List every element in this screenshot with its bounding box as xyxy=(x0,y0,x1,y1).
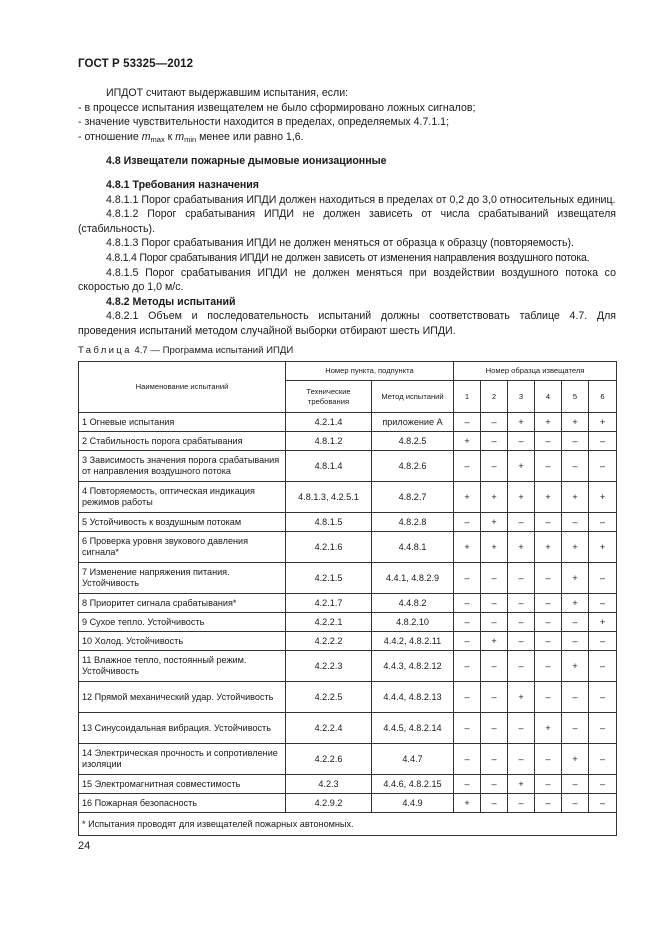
sample-mark-cell: – xyxy=(481,794,508,813)
intro-bullet-1: - в процессе испытания извещателем не было сформировано ложных сигналов; xyxy=(78,101,476,114)
sample-mark-cell: – xyxy=(562,432,589,451)
sample-number: 2 xyxy=(481,381,508,413)
sample-mark-cell: + xyxy=(589,482,617,513)
sample-mark-cell: – xyxy=(535,682,562,713)
sample-mark-cell: – xyxy=(508,513,535,532)
col-header-samples: Номер образца извещателя xyxy=(454,362,617,381)
sample-mark-cell: – xyxy=(535,632,562,651)
sample-mark-cell: + xyxy=(535,713,562,744)
sample-mark-cell: + xyxy=(454,532,481,563)
sample-mark-cell: – xyxy=(562,682,589,713)
test-method-cell: приложение А xyxy=(372,413,454,432)
test-name-cell: 3 Зависимость значения порога срабатывания от направления воздушного потока xyxy=(79,451,286,482)
sample-mark-cell: – xyxy=(508,432,535,451)
sample-mark-cell: – xyxy=(535,651,562,682)
sample-mark-cell: + xyxy=(562,563,589,594)
sample-mark-cell: – xyxy=(589,632,617,651)
table-row xyxy=(79,744,617,775)
tech-requirement-cell: 4.2.1.4 xyxy=(286,413,372,432)
paragraph-4-8-1-1: 4.8.1.1 Порог срабатывания ИПДИ должен находиться в пределах от 0,2 до 3,0 относительных единиц. xyxy=(106,193,616,206)
table-row xyxy=(79,794,617,813)
sample-mark-cell: – xyxy=(454,563,481,594)
sample-mark-cell: + xyxy=(454,482,481,513)
test-method-cell: 4.4.8.2 xyxy=(372,594,454,613)
test-method-cell: 4.4.1, 4.8.2.9 xyxy=(372,563,454,594)
table-row xyxy=(79,713,617,744)
body-text xyxy=(78,86,616,339)
sample-mark-cell: – xyxy=(508,613,535,632)
test-name-cell: 15 Электромагнитная совместимость xyxy=(79,775,286,794)
paragraph-4-8-1-4: 4.8.1.4 Порог срабатывания ИПДИ не должен зависеть от изменения направления воздушного потока. xyxy=(106,251,590,264)
test-name-cell: 4 Повторяемость, оптическая индикация режимов работы xyxy=(79,482,286,513)
sample-mark-cell: – xyxy=(535,794,562,813)
sample-mark-cell: – xyxy=(562,794,589,813)
sample-mark-cell: – xyxy=(562,513,589,532)
tech-requirement-cell: 4.2.2.2 xyxy=(286,632,372,651)
sample-mark-cell: – xyxy=(481,451,508,482)
test-method-cell: 4.4.8.1 xyxy=(372,532,454,563)
sample-mark-cell: + xyxy=(481,532,508,563)
table-row xyxy=(79,613,617,632)
table-row xyxy=(79,413,617,432)
sample-mark-cell: – xyxy=(481,613,508,632)
sample-mark-cell: – xyxy=(589,651,617,682)
sample-number: 1 xyxy=(454,381,481,413)
table-row xyxy=(79,594,617,613)
sample-mark-cell: – xyxy=(589,594,617,613)
sample-mark-cell: + xyxy=(562,594,589,613)
tech-requirement-cell: 4.2.2.3 xyxy=(286,651,372,682)
sample-mark-cell: + xyxy=(508,482,535,513)
sample-mark-cell: – xyxy=(535,744,562,775)
sample-mark-cell: + xyxy=(562,482,589,513)
test-method-cell: 4.8.2.5 xyxy=(372,432,454,451)
tech-requirement-cell: 4.2.3 xyxy=(286,775,372,794)
sample-mark-cell: – xyxy=(508,651,535,682)
sample-mark-cell: – xyxy=(589,563,617,594)
col-header-clause: Номер пункта, подпункта xyxy=(286,362,454,381)
tech-requirement-cell: 4.2.2.4 xyxy=(286,713,372,744)
sample-mark-cell: + xyxy=(454,432,481,451)
sample-mark-cell: – xyxy=(589,713,617,744)
document-code: ГОСТ Р 53325—2012 xyxy=(78,58,194,70)
test-name-cell: 6 Проверка уровня звукового давления сигнала* xyxy=(79,532,286,563)
sample-mark-cell: – xyxy=(535,513,562,532)
sample-mark-cell: – xyxy=(535,563,562,594)
test-name-cell: 11 Влажное тепло, постоянный режим. Устойчивость xyxy=(79,651,286,682)
sample-mark-cell: – xyxy=(481,713,508,744)
sample-number: 4 xyxy=(535,381,562,413)
sample-mark-cell: – xyxy=(535,775,562,794)
tech-requirement-cell: 4.2.2.1 xyxy=(286,613,372,632)
sample-mark-cell: + xyxy=(562,744,589,775)
sample-mark-cell: – xyxy=(454,513,481,532)
test-program-table xyxy=(78,361,617,836)
sample-mark-cell: – xyxy=(535,613,562,632)
test-name-cell: 13 Синусоидальная вибрация. Устойчивость xyxy=(79,713,286,744)
sample-mark-cell: – xyxy=(481,682,508,713)
sample-mark-cell: – xyxy=(454,413,481,432)
table-caption: Таблица 4.7 — Программа испытаний ИПДИ xyxy=(78,345,294,356)
sample-mark-cell: – xyxy=(454,451,481,482)
sample-mark-cell: – xyxy=(481,651,508,682)
table-row xyxy=(79,563,617,594)
paragraph-4-8-1-3: 4.8.1.3 Порог срабатывания ИПДИ не должен меняться от образца к образцу (повторяемость). xyxy=(106,237,574,250)
sample-mark-cell: + xyxy=(589,413,617,432)
sample-mark-cell: – xyxy=(508,563,535,594)
sample-number: 3 xyxy=(508,381,535,413)
page-number: 24 xyxy=(78,840,91,852)
test-method-cell: 4.4.7 xyxy=(372,744,454,775)
sample-mark-cell: – xyxy=(562,451,589,482)
test-method-cell: 4.4.6, 4.8.2.15 xyxy=(372,775,454,794)
test-name-cell: 2 Стабильность порога срабатывания xyxy=(79,432,286,451)
sample-mark-cell: + xyxy=(508,532,535,563)
sample-mark-cell: – xyxy=(481,594,508,613)
table-footnote: * Испытания проводят для извещателей пожарных автономных. xyxy=(79,813,617,836)
sample-mark-cell: – xyxy=(562,613,589,632)
sample-mark-cell: – xyxy=(589,432,617,451)
sample-mark-cell: – xyxy=(454,594,481,613)
sample-mark-cell: – xyxy=(589,513,617,532)
test-method-cell: 4.4.5, 4.8.2.14 xyxy=(372,713,454,744)
tech-requirement-cell: 4.2.1.5 xyxy=(286,563,372,594)
sample-mark-cell: – xyxy=(454,613,481,632)
tech-requirement-cell: 4.2.2.5 xyxy=(286,682,372,713)
test-name-cell: 10 Холод. Устойчивость xyxy=(79,632,286,651)
sample-mark-cell: – xyxy=(454,651,481,682)
table-row xyxy=(79,482,617,513)
sample-mark-cell: + xyxy=(535,413,562,432)
test-method-cell: 4.8.2.7 xyxy=(372,482,454,513)
tech-requirement-cell: 4.2.2.6 xyxy=(286,744,372,775)
sample-mark-cell: + xyxy=(481,513,508,532)
paragraph-4-8-1-2: 4.8.1.2 Порог срабатывания ИПДИ не должен зависеть от числа срабатываний извещателя (стабильность). xyxy=(78,208,616,235)
sample-mark-cell: – xyxy=(535,451,562,482)
tech-requirement-cell: 4.2.1.6 xyxy=(286,532,372,563)
sample-mark-cell: – xyxy=(508,632,535,651)
sample-mark-cell: + xyxy=(508,413,535,432)
sample-mark-cell: – xyxy=(535,594,562,613)
sample-mark-cell: – xyxy=(508,744,535,775)
test-method-cell: 4.4.3, 4.8.2.12 xyxy=(372,651,454,682)
sample-mark-cell: – xyxy=(562,775,589,794)
sample-mark-cell: + xyxy=(508,775,535,794)
section-title: 4.8 Извещатели пожарные дымовые ионизационные xyxy=(106,155,387,168)
col-header-test-method: Метод испытаний xyxy=(372,381,454,413)
paragraph-4-8-1-5: 4.8.1.5 Порог срабатывания ИПДИ не должен меняться при воздействии воздушного потока со скоростью до 1,0 м/с. xyxy=(78,266,616,294)
sample-mark-cell: – xyxy=(589,794,617,813)
subsection-heading-4-8-2: 4.8.2 Методы испытаний xyxy=(106,295,236,308)
test-method-cell: 4.4.2, 4.8.2.11 xyxy=(372,632,454,651)
sample-mark-cell: – xyxy=(589,775,617,794)
test-method-cell: 4.4.9 xyxy=(372,794,454,813)
sample-mark-cell: + xyxy=(562,651,589,682)
tech-requirement-cell: 4.2.1.7 xyxy=(286,594,372,613)
test-name-cell: 1 Огневые испытания xyxy=(79,413,286,432)
sample-mark-cell: – xyxy=(481,432,508,451)
sample-number: 5 xyxy=(562,381,589,413)
sample-mark-cell: + xyxy=(589,532,617,563)
intro-lead: ИПДОТ считают выдержавшим испытания, если: xyxy=(106,87,349,99)
sample-mark-cell: – xyxy=(508,794,535,813)
table-row xyxy=(79,451,617,482)
sample-mark-cell: – xyxy=(535,432,562,451)
sample-mark-cell: – xyxy=(508,594,535,613)
sample-mark-cell: – xyxy=(508,713,535,744)
table-row xyxy=(79,513,617,532)
sample-mark-cell: – xyxy=(481,744,508,775)
test-name-cell: 5 Устойчивость к воздушным потокам xyxy=(79,513,286,532)
sample-mark-cell: + xyxy=(481,632,508,651)
test-name-cell: 8 Приоритет сигнала срабатывания* xyxy=(79,594,286,613)
sample-mark-cell: + xyxy=(508,451,535,482)
sample-mark-cell: – xyxy=(454,775,481,794)
sample-mark-cell: – xyxy=(454,713,481,744)
sample-mark-cell: + xyxy=(535,482,562,513)
test-method-cell: 4.8.2.8 xyxy=(372,513,454,532)
tech-requirement-cell: 4.8.1.2 xyxy=(286,432,372,451)
sample-mark-cell: – xyxy=(454,744,481,775)
sample-mark-cell: – xyxy=(589,744,617,775)
sample-mark-cell: – xyxy=(481,775,508,794)
sample-mark-cell: – xyxy=(589,451,617,482)
tech-requirement-cell: 4.8.1.4 xyxy=(286,451,372,482)
sample-mark-cell: – xyxy=(454,632,481,651)
sample-mark-cell: + xyxy=(535,532,562,563)
sample-mark-cell: + xyxy=(481,482,508,513)
col-header-tech-requirements: Технические требования xyxy=(286,381,372,413)
table-row xyxy=(79,532,617,563)
test-name-cell: 16 Пожарная безопасность xyxy=(79,794,286,813)
test-name-cell: 12 Прямой механический удар. Устойчивость xyxy=(79,682,286,713)
test-method-cell: 4.8.2.10 xyxy=(372,613,454,632)
table-row xyxy=(79,682,617,713)
table-row xyxy=(79,432,617,451)
tech-requirement-cell: 4.2.9.2 xyxy=(286,794,372,813)
intro-bullet-2: - значение чувствительности находится в пределах, определяемых 4.7.1.1; xyxy=(78,116,450,129)
test-name-cell: 7 Изменение напряжения питания. Устойчивость xyxy=(79,563,286,594)
sample-mark-cell: + xyxy=(589,613,617,632)
tech-requirement-cell: 4.8.1.3, 4.2.5.1 xyxy=(286,482,372,513)
col-header-test-name: Наименование испытаний xyxy=(79,362,286,413)
sample-mark-cell: – xyxy=(481,413,508,432)
tech-requirement-cell: 4.8.1.5 xyxy=(286,513,372,532)
table-row xyxy=(79,651,617,682)
sample-mark-cell: – xyxy=(481,563,508,594)
table-row xyxy=(79,775,617,794)
sample-mark-cell: – xyxy=(562,632,589,651)
sample-mark-cell: – xyxy=(589,682,617,713)
test-method-cell: 4.8.2.6 xyxy=(372,451,454,482)
table-body xyxy=(79,413,617,813)
intro-bullet-3: - отношение $m_{max}$ к $m_{min}$ менее или равно 1,6. xyxy=(78,130,304,144)
test-name-cell: 9 Сухое тепло. Устойчивость xyxy=(79,613,286,632)
sample-mark-cell: – xyxy=(562,713,589,744)
sample-mark-cell: – xyxy=(454,682,481,713)
sample-mark-cell: + xyxy=(508,682,535,713)
test-name-cell: 14 Электрическая прочность и сопротивление изоляции xyxy=(79,744,286,775)
table-row xyxy=(79,632,617,651)
sample-mark-cell: + xyxy=(562,532,589,563)
subsection-heading-4-8-1: 4.8.1 Требования назначения xyxy=(106,178,259,191)
sample-mark-cell: + xyxy=(562,413,589,432)
test-method-cell: 4.4.4, 4.8.2.13 xyxy=(372,682,454,713)
sample-number: 6 xyxy=(589,381,617,413)
paragraph-4-8-2-1: 4.8.2.1 Объем и последовательность испытаний должны соответствовать таблице 4.7. Для проведения испытаний методом случайной выборки отбирают шесть ИПДИ. xyxy=(78,310,616,337)
sample-mark-cell: + xyxy=(454,794,481,813)
